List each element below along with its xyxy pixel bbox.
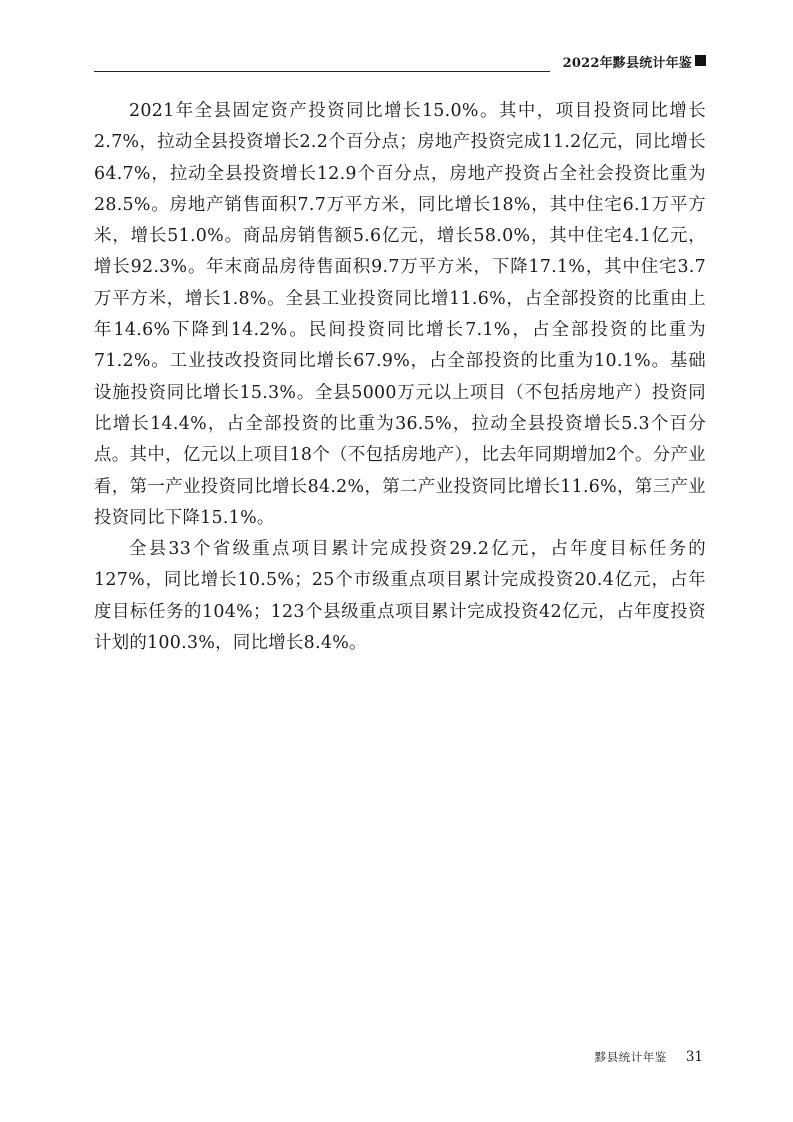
header-rule — [94, 71, 550, 72]
main-text — [94, 96, 706, 659]
paragraph-key-projects: 全县33个省级重点项目累计完成投资29.2亿元，占年度目标任务的127%，同比增长10.5%；25个市级重点项目累计完成投资20.4亿元，占年度目标任务的104%；123个县级重点项目累计完成投资42亿元，占年度投资计划的100.3%，同比增长8.4%。 — [94, 539, 706, 654]
paragraph-fixed-asset-investment: 2021年全县固定资产投资同比增长15.0%。其中，项目投资同比增长2.7%，拉动全县投资增长2.2个百分点；房地产投资完成11.2亿元，同比增长64.7%，拉动全县投资增长12.9个百分点，房地产投资占全社会投资比重为28.5%。房地产销售面积7.7万平方米，同比增长18%，其中住宅6.1万平方米，增长51.0%。商品房销售额5.6亿元，增长58.0%，其中住宅4.1亿元，增长92.3%。年末商品房待售面积9.7万平方米，下降17.1%，其中住宅3.7万平方米，增长1.8%。全县工业投资同比增11.6%，占全部投资的比重由上年14.6%下降到14.2%。民间投资同比增长7.1%，占全部投资的比重为71.2%。工业技改投资同比增长67.9%，占全部投资的比重为10.1%。基础设施投资同比增长15.3%。全县5000万元以上项目（不包括房地产）投资同比增长14.4%，占全部投资的比重为36.5%，拉动全县投资增长5.3个百分点。其中，亿元以上项目18个（不包括房地产），比去年同期增加2个。分产业看，第一产业投资同比增长84.2%，第二产业投资同比增长11.6%，第三产业投资同比下降15.1%。 — [94, 101, 706, 528]
running-footer — [595, 1046, 703, 1065]
page-number: 31 — [685, 1049, 703, 1065]
header-title: 2022年黟县统计年鉴 — [562, 56, 692, 71]
running-header — [94, 52, 706, 76]
black-square-icon — [695, 55, 706, 66]
footer-title: 黟县统计年鉴 — [594, 1050, 667, 1064]
